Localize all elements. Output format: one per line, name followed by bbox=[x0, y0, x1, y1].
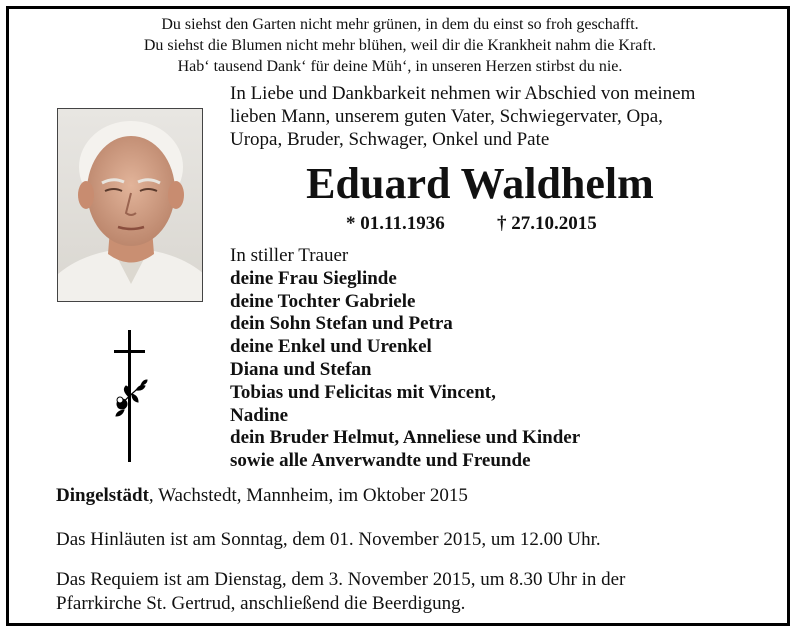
mourner-line: deine Frau Sieglinde bbox=[230, 267, 397, 289]
deceased-name: Eduard Waldhelm bbox=[306, 159, 654, 208]
portrait-image bbox=[58, 109, 203, 302]
poem-line: Du siehst die Blumen nicht mehr blühen, weil dir die Krankheit nahm die Kraft. bbox=[143, 37, 657, 54]
bell-ringing-notice: Das Hinläuten ist am Sonntag, dem 01. November 2015, um 12.00 Uhr. bbox=[56, 529, 601, 550]
mourner-line: dein Sohn Stefan und Petra bbox=[230, 313, 453, 335]
mourner-line: deine Enkel und Urenkel bbox=[230, 336, 432, 358]
farewell-intro bbox=[230, 82, 760, 151]
place-rest: , Wachstedt, Mannheim, im Oktober 2015 bbox=[148, 485, 468, 506]
town-name: Dingelstädt bbox=[56, 485, 149, 506]
requiem-notice bbox=[56, 568, 625, 616]
mourning-lead: In stiller Trauer bbox=[230, 245, 349, 266]
requiem-line: Pfarrkirche St. Gertrud, anschließend die Beerdigung. bbox=[56, 593, 466, 614]
memorial-poem bbox=[0, 14, 800, 77]
requiem-line: Das Requiem ist am Dienstag, dem 3. November 2015, um 8.30 Uhr in der bbox=[56, 569, 626, 590]
intro-line: In Liebe und Dankbarkeit nehmen wir Abschied von meinem bbox=[230, 83, 696, 104]
mourners-list bbox=[230, 245, 770, 473]
poem-line: Hab‘ tausend Dank‘ für deine Müh‘, in unseren Herzen stirbst du nie. bbox=[177, 58, 623, 75]
portrait-photo bbox=[57, 108, 203, 302]
mourner-line: dein Bruder Helmut, Anneliese und Kinder bbox=[230, 427, 581, 449]
cross-with-rose-icon bbox=[108, 330, 152, 462]
mourner-line: Tobias und Felicitas mit Vincent, bbox=[230, 381, 496, 403]
place-and-date bbox=[56, 484, 468, 508]
poem-line: Du siehst den Garten nicht mehr grünen, in dem du einst so froh geschafft. bbox=[161, 16, 639, 33]
mourner-line: deine Tochter Gabriele bbox=[230, 290, 416, 312]
mourner-line: Diana und Stefan bbox=[230, 358, 372, 380]
intro-line: lieben Mann, unserem guten Vater, Schwiegervater, Opa, bbox=[230, 106, 663, 127]
birth-date: * 01.11.1936 bbox=[346, 213, 445, 234]
death-date: † 27.10.2015 bbox=[497, 213, 597, 234]
mourner-line: sowie alle Anverwandte und Freunde bbox=[230, 450, 531, 472]
intro-line: Uropa, Bruder, Schwager, Onkel und Pate bbox=[230, 129, 550, 150]
mourner-line: Nadine bbox=[230, 404, 289, 426]
